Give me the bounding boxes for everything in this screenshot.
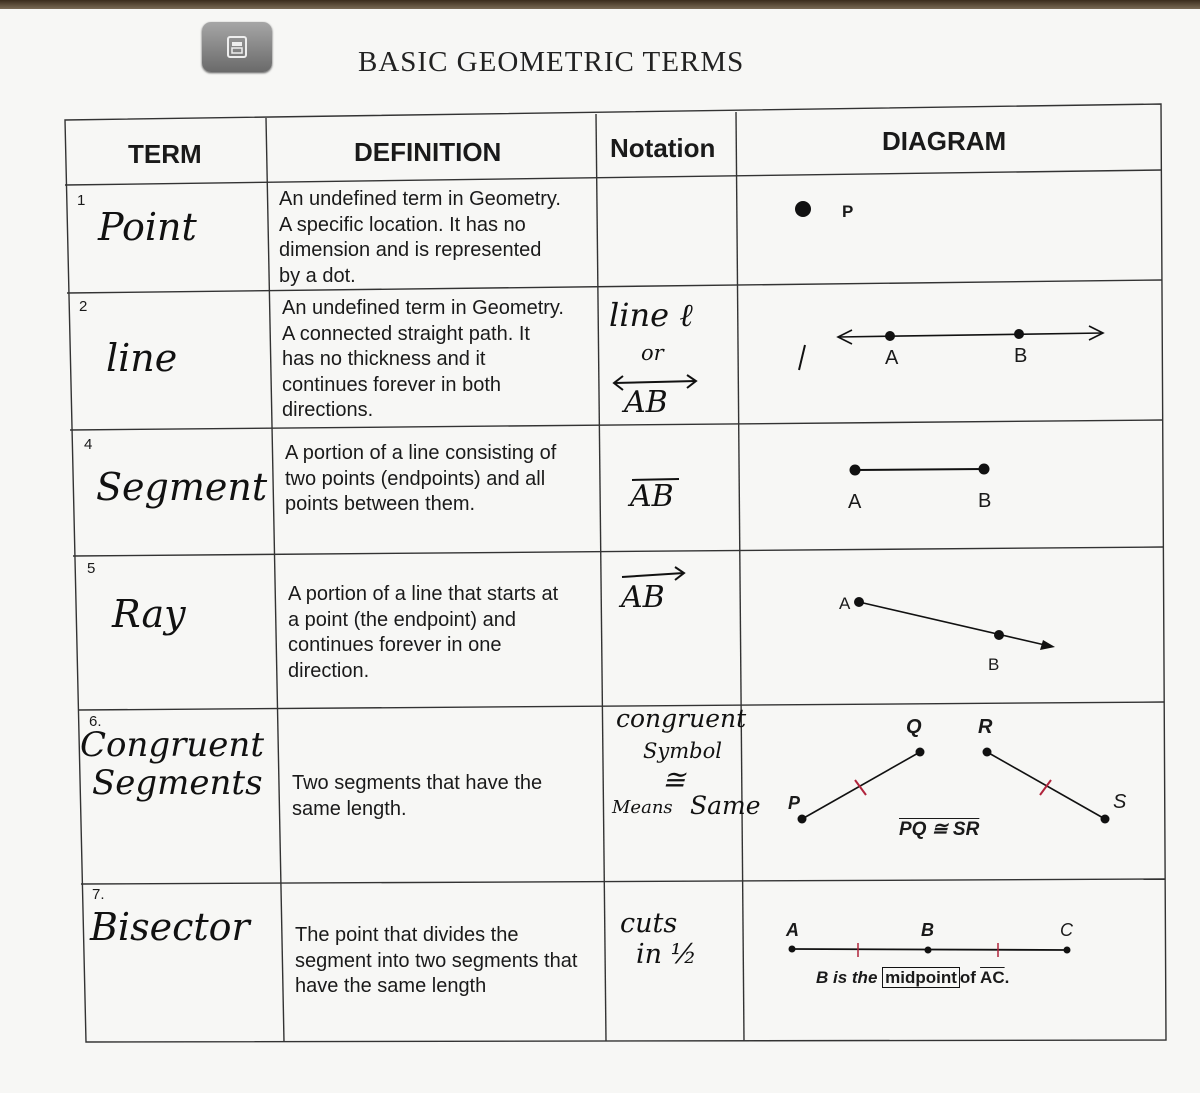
label-s: S [1113, 791, 1127, 813]
caption-segment: $\overline{AC}$ [980, 968, 1005, 987]
line-point-a [885, 331, 895, 341]
notation-congruent-sign: ≅ [662, 763, 686, 796]
header-term: TERM [128, 139, 202, 169]
bisector-caption [816, 968, 1009, 988]
term-point: Point [98, 205, 197, 249]
notation-means: Means [612, 797, 673, 818]
definition-line: by a dot. [279, 264, 356, 287]
label-q: Q [906, 716, 922, 738]
caption-period: . [1004, 968, 1010, 987]
notation-ray-ab: AB [621, 580, 665, 615]
notation-or: or [641, 341, 664, 365]
caption-of: of [959, 968, 976, 987]
term-line-1: Congruent [80, 725, 264, 765]
label-b: B [988, 655, 1000, 674]
definition-line: The point that divides the [295, 924, 519, 946]
definition-line: direction. [288, 659, 370, 682]
notation-congruent: congruent [616, 704, 747, 733]
definition-line: points between them. [285, 493, 476, 515]
row-number: 2 [79, 298, 88, 315]
label-r: R [978, 716, 993, 738]
ray-arrowhead-diagram [1040, 640, 1055, 650]
point-r [983, 748, 992, 757]
label-a: A [786, 920, 799, 940]
header-diagram: DIAGRAM [882, 126, 1007, 156]
notation-line-ab: AB [624, 385, 668, 420]
ray-endpoint-a [854, 597, 864, 607]
segment-endpoint-b [979, 464, 990, 475]
term-ray: Ray [112, 592, 186, 636]
bisector-point-c [1064, 947, 1071, 954]
definition-line: has no thickness and it [282, 348, 486, 370]
point-p [798, 815, 807, 824]
bisector-point-b [925, 947, 932, 954]
definition-line: A connected straight path. It [282, 322, 530, 345]
definition-line: dimension and is represented [279, 239, 542, 261]
segment-pq [802, 752, 920, 819]
label-b: B [921, 920, 934, 940]
term-bisector: Bisector [90, 905, 250, 949]
caption-midpoint: midpoint [882, 967, 960, 988]
point-dot [795, 201, 811, 217]
label-a: A [839, 594, 851, 613]
definition-line: have the same length [295, 975, 487, 997]
label-p: P [842, 202, 854, 221]
caption-pre: B is the [816, 968, 878, 987]
row-number: 1 [77, 192, 86, 209]
label-p: P [788, 793, 801, 813]
label-a: A [885, 347, 899, 369]
label-c: C [1060, 920, 1073, 940]
header-notation: Notation [610, 133, 716, 163]
definition-line: continues forever in one [288, 634, 502, 656]
notation-in-half: in ½ [636, 939, 697, 970]
point-s [1101, 815, 1110, 824]
bisector-point-a [789, 946, 796, 953]
definition-line: same length. [292, 797, 407, 820]
row-number: 7. [92, 886, 105, 903]
ray-line [859, 602, 1045, 645]
definition-line: An undefined term in Geometry. [282, 297, 564, 319]
page-title: BASIC GEOMETRIC TERMS [358, 46, 745, 78]
label-b: B [1014, 345, 1028, 367]
line-diagram [838, 326, 1103, 344]
notation-segment-ab: AB [630, 479, 674, 514]
line-l-stroke [799, 345, 805, 370]
row-number: 5 [87, 560, 96, 577]
notation-same: Same [690, 791, 761, 820]
label-a: A [848, 491, 862, 513]
line-point-b [1014, 329, 1024, 339]
row-number: 4 [84, 436, 93, 453]
definition-line: continues forever in both [282, 373, 502, 396]
notation-symbol: Symbol [643, 739, 722, 763]
term-segment: Segment [96, 465, 268, 509]
definition-line: Two segments that have the [292, 772, 543, 794]
notation-line-l: line ℓ [609, 296, 693, 334]
congruence-statement: PQ ≅ SR [899, 819, 980, 840]
definition-line: A portion of a line that starts at [288, 583, 559, 605]
point-q [916, 748, 925, 757]
definition-line: segment into two segments that [295, 949, 578, 972]
notation-cuts: cuts [620, 908, 678, 939]
header-definition: DEFINITION [354, 137, 502, 167]
definition-line: A specific location. It has no [279, 213, 526, 236]
definition-line: A portion of a line consisting of [285, 442, 557, 464]
ray-point-b [994, 630, 1004, 640]
label-b: B [978, 490, 992, 512]
definition-line: two points (endpoints) and all [285, 467, 546, 490]
term-line-2: Segments [92, 763, 263, 803]
definition-line: a point (the endpoint) and [288, 608, 516, 631]
definition-line: directions. [282, 399, 374, 421]
term-line: line [106, 336, 178, 380]
segment-endpoint-a [850, 465, 861, 476]
definition-line: An undefined term in Geometry. [279, 188, 561, 210]
segment-line [855, 469, 984, 470]
row-number: 6. [89, 713, 102, 730]
